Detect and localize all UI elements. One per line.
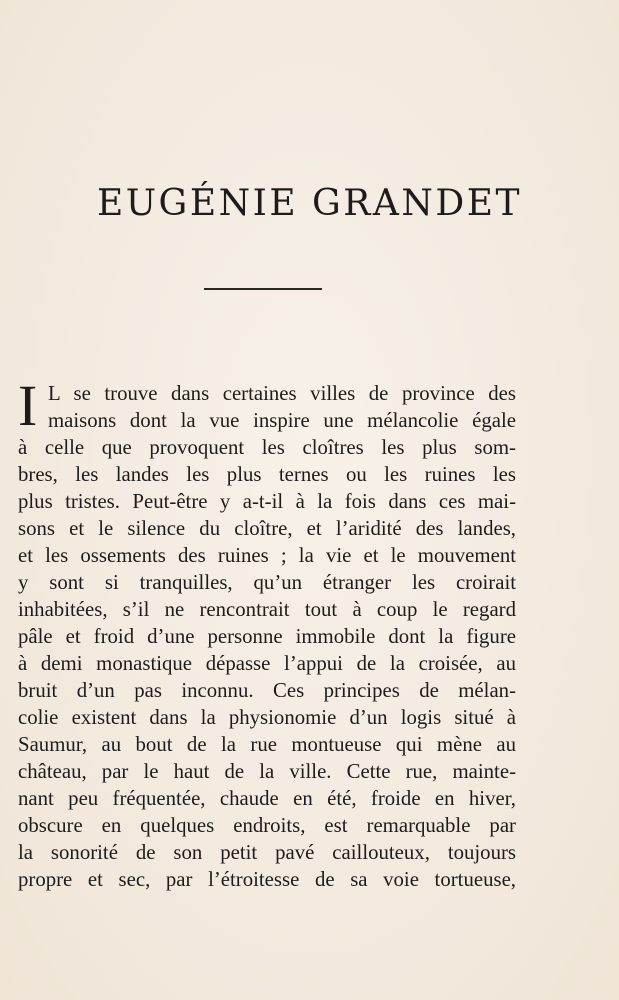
text-line: y sont si tranquilles, qu’un étranger les croirait: [18, 571, 516, 594]
text-line: plus tristes. Peut-être y a-t-il à la fois dans ces mai-: [18, 490, 516, 513]
text-line: pâle et froid d’une personne immobile dont la figure: [18, 625, 516, 648]
text-line: inhabitées, s’il ne rencontrait tout à coup le regard: [18, 598, 516, 621]
text-line: et les ossements des ruines ; la vie et le mouvement: [18, 544, 516, 567]
text-line: la sonorité de son petit pavé caillouteux, toujours: [18, 841, 516, 864]
text-line: L se trouve dans certaines villes de province des: [48, 382, 516, 405]
text-line: propre et sec, par l’étroitesse de sa voie tortueuse,: [18, 868, 516, 891]
text-line: sons et le silence du cloître, et l’aridité des landes,: [18, 517, 516, 540]
text-line: Saumur, au bout de la rue montueuse qui mène au: [18, 733, 516, 756]
text-line: maisons dont la vue inspire une mélancolie égale: [48, 409, 516, 432]
drop-cap: I: [18, 373, 38, 438]
body-text: [18, 373, 516, 893]
text-line: colie existent dans la physionomie d’un logis situé à: [18, 706, 516, 729]
text-line: à demi monastique dépasse l’appui de la croisée, au: [18, 652, 516, 675]
text-line: à celle que provoquent les cloîtres les plus som-: [18, 436, 516, 459]
text-line: bres, les landes les plus ternes ou les ruines les: [18, 463, 516, 486]
text-line: château, par le haut de la ville. Cette rue, mainte-: [18, 760, 516, 783]
text-line: bruit d’un pas inconnu. Ces principes de mélan-: [18, 679, 516, 702]
text-line: obscure en quelques endroits, est remarquable par: [18, 814, 516, 837]
text-line: nant peu fréquentée, chaude en été, froide en hiver,: [18, 787, 516, 810]
chapter-title: EUGÉNIE GRANDET: [96, 183, 523, 224]
title-rule: [204, 288, 322, 290]
